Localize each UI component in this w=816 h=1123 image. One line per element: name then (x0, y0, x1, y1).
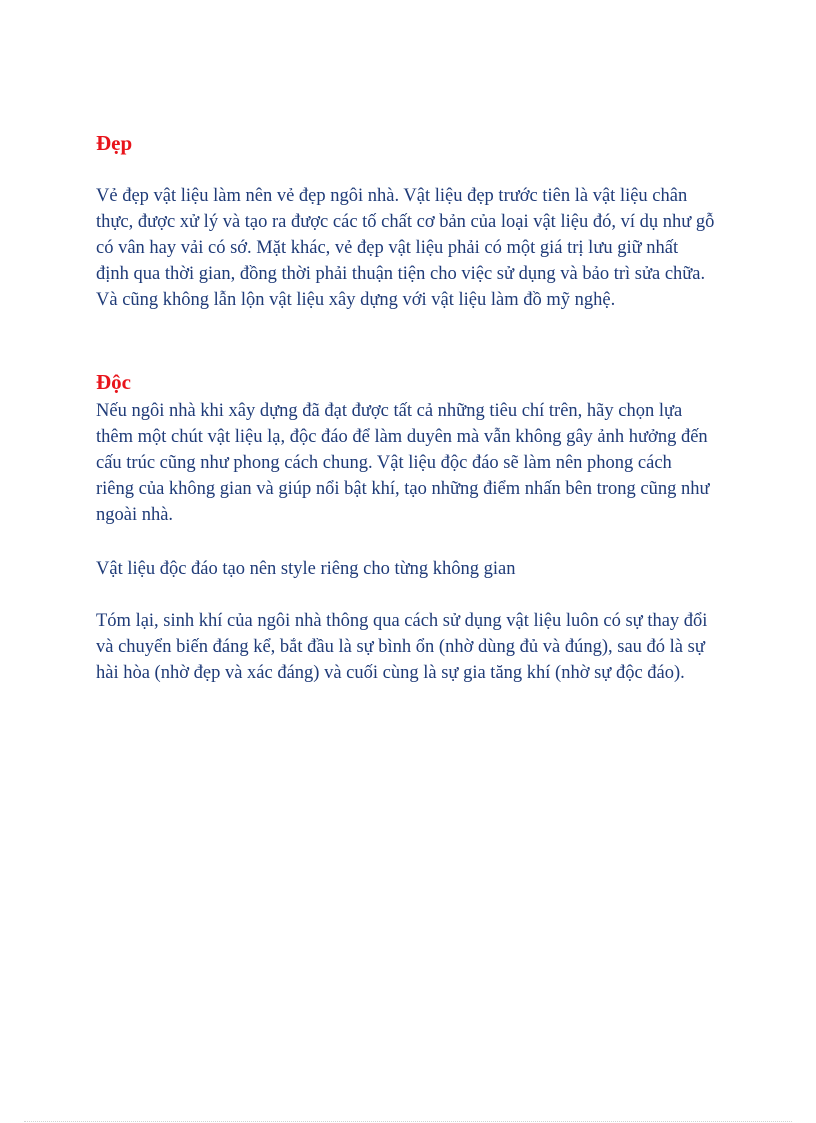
paragraph-line: riêng của không gian và giúp nổi bật khí, tạo những điểm nhấn bên trong cũng như (96, 479, 710, 499)
paragraph-line: Tóm lại, sinh khí của ngôi nhà thông qua cách sử dụng vật liệu luôn có sự thay đổi (96, 611, 708, 631)
page-bottom-divider (24, 1121, 792, 1122)
paragraph-line: định qua thời gian, đồng thời phải thuận tiện cho việc sử dụng và bảo trì sửa chữa. (96, 264, 706, 284)
paragraph-line: thực, được xử lý và tạo ra được các tố chất cơ bản của loại vật liệu đó, ví dụ như gỗ (96, 212, 715, 232)
paragraph-line: thêm một chút vật liệu lạ, độc đáo để làm duyên mà vẫn không gây ảnh hưởng đến (96, 427, 708, 447)
paragraph-line: có vân hay vải có sớ. Mặt khác, vẻ đẹp vật liệu phải có một giá trị lưu giữ nhất (96, 238, 679, 258)
heading-dep: Đẹp (96, 131, 133, 155)
paragraph-doc (96, 398, 709, 528)
paragraph-line: và chuyển biến đáng kể, bắt đầu là sự bình ổn (nhờ dùng đủ và đúng), sau đó là sự (96, 637, 705, 657)
heading-doc: Độc (96, 370, 131, 394)
image-caption (96, 556, 516, 582)
paragraph-summary (96, 608, 707, 686)
paragraph-line: cấu trúc cũng như phong cách chung. Vật liệu độc đáo sẽ làm nên phong cách (96, 453, 672, 473)
caption-line: Vật liệu độc đáo tạo nên style riêng cho từng không gian (96, 559, 516, 579)
paragraph-line: Nếu ngôi nhà khi xây dựng đã đạt được tất cả những tiêu chí trên, hãy chọn lựa (96, 401, 683, 421)
paragraph-dep (96, 183, 714, 313)
paragraph-line: Vẻ đẹp vật liệu làm nên vẻ đẹp ngôi nhà. Vật liệu đẹp trước tiên là vật liệu chân (96, 186, 688, 206)
paragraph-line: ngoài nhà. (96, 505, 174, 525)
paragraph-line: Và cũng không lẫn lộn vật liệu xây dựng với vật liệu làm đồ mỹ nghệ. (96, 290, 616, 310)
paragraph-line: hài hòa (nhờ đẹp và xác đáng) và cuối cùng là sự gia tăng khí (nhờ sự độc đáo). (96, 663, 685, 683)
